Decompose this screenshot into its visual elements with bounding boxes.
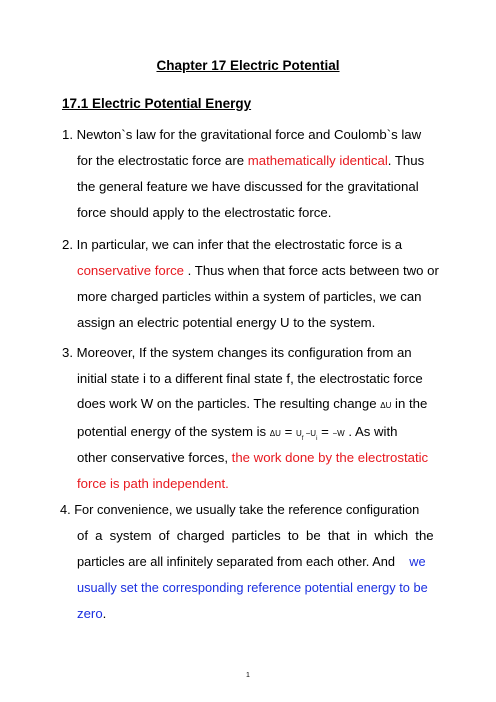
eq-equals-1: =: [280, 424, 296, 439]
p3-line-3-text: does work W on the particles. The resulting change: [77, 396, 381, 411]
p1-line-4: force should apply to the electrostatic force.: [77, 205, 332, 220]
p2-line-4: assign an electric potential energy U to the system.: [77, 315, 376, 330]
eq-equals-2: =: [317, 424, 333, 439]
p3-line-6: force is path independent.: [77, 476, 229, 491]
p1-highlight: mathematically identical: [247, 153, 388, 168]
p4-line-1: 4. For convenience, we usually take the reference configuration: [60, 502, 420, 517]
p1-line-1: 1. Newton`s law for the gravitational force and Coulomb`s law: [62, 127, 422, 142]
p1-line-2-text: for the electrostatic force are: [77, 153, 248, 168]
p3-line-3: [77, 396, 427, 414]
p4-line-3-text: particles are all infinitely separated from each other. And: [77, 554, 395, 569]
p1-line-2-end: . Thus: [387, 153, 425, 168]
eq-sub-f: f: [301, 436, 304, 442]
p3-highlight: the work done by the electrostatic: [231, 450, 429, 465]
p4-highlight-start: we: [409, 554, 426, 569]
equation: [269, 424, 345, 442]
p4-line-4: usually set the corresponding reference potential energy to be: [77, 580, 428, 595]
p4-line-2: of a system of charged particles to be that in which the: [77, 528, 434, 543]
page-title: Chapter 17 Electric Potential: [156, 58, 340, 73]
p3-line-3-end: in the: [391, 396, 428, 411]
p3-line-4: [77, 424, 397, 447]
delta-u-symbol: ΔU: [380, 401, 392, 410]
eq-minus-u: −U: [303, 429, 317, 438]
p3-line-2: initial state i to a different final state f, the electrostatic force: [77, 371, 423, 386]
p2-line-2-text: . Thus when that force acts between two or: [184, 263, 439, 278]
p2-line-3: more charged particles within a system of particles, we can: [77, 289, 422, 304]
p2-line-1: 2. In particular, we can infer that the electrostatic force is a: [62, 237, 403, 252]
eq-u-final: U: [295, 429, 302, 438]
p2-line-2: [77, 263, 439, 279]
p4-period: .: [102, 606, 107, 621]
eq-minus-w: −W: [332, 429, 345, 438]
p2-highlight: conservative force: [77, 263, 185, 278]
p3-line-5-text: other conservative forces,: [77, 450, 232, 465]
p3-line-4-text: potential energy of the system is: [77, 424, 270, 439]
p1-line-2: [77, 153, 424, 169]
p4-highlight-end: zero: [77, 606, 103, 621]
section-heading: 17.1 Electric Potential Energy: [62, 96, 252, 111]
eq-sub-i: i: [316, 436, 318, 442]
eq-delta-u: ΔU: [269, 429, 281, 438]
p4-line-3: [77, 554, 426, 570]
p3-line-4-end: . As with: [344, 424, 398, 439]
page-number: 1: [246, 672, 250, 679]
p1-line-3: the general feature we have discussed for the gravitational: [77, 179, 419, 194]
p3-line-1: 3. Moreover, If the system changes its configuration from an: [62, 345, 412, 360]
p4-line-5: [77, 606, 106, 622]
p3-line-5: [77, 450, 428, 466]
